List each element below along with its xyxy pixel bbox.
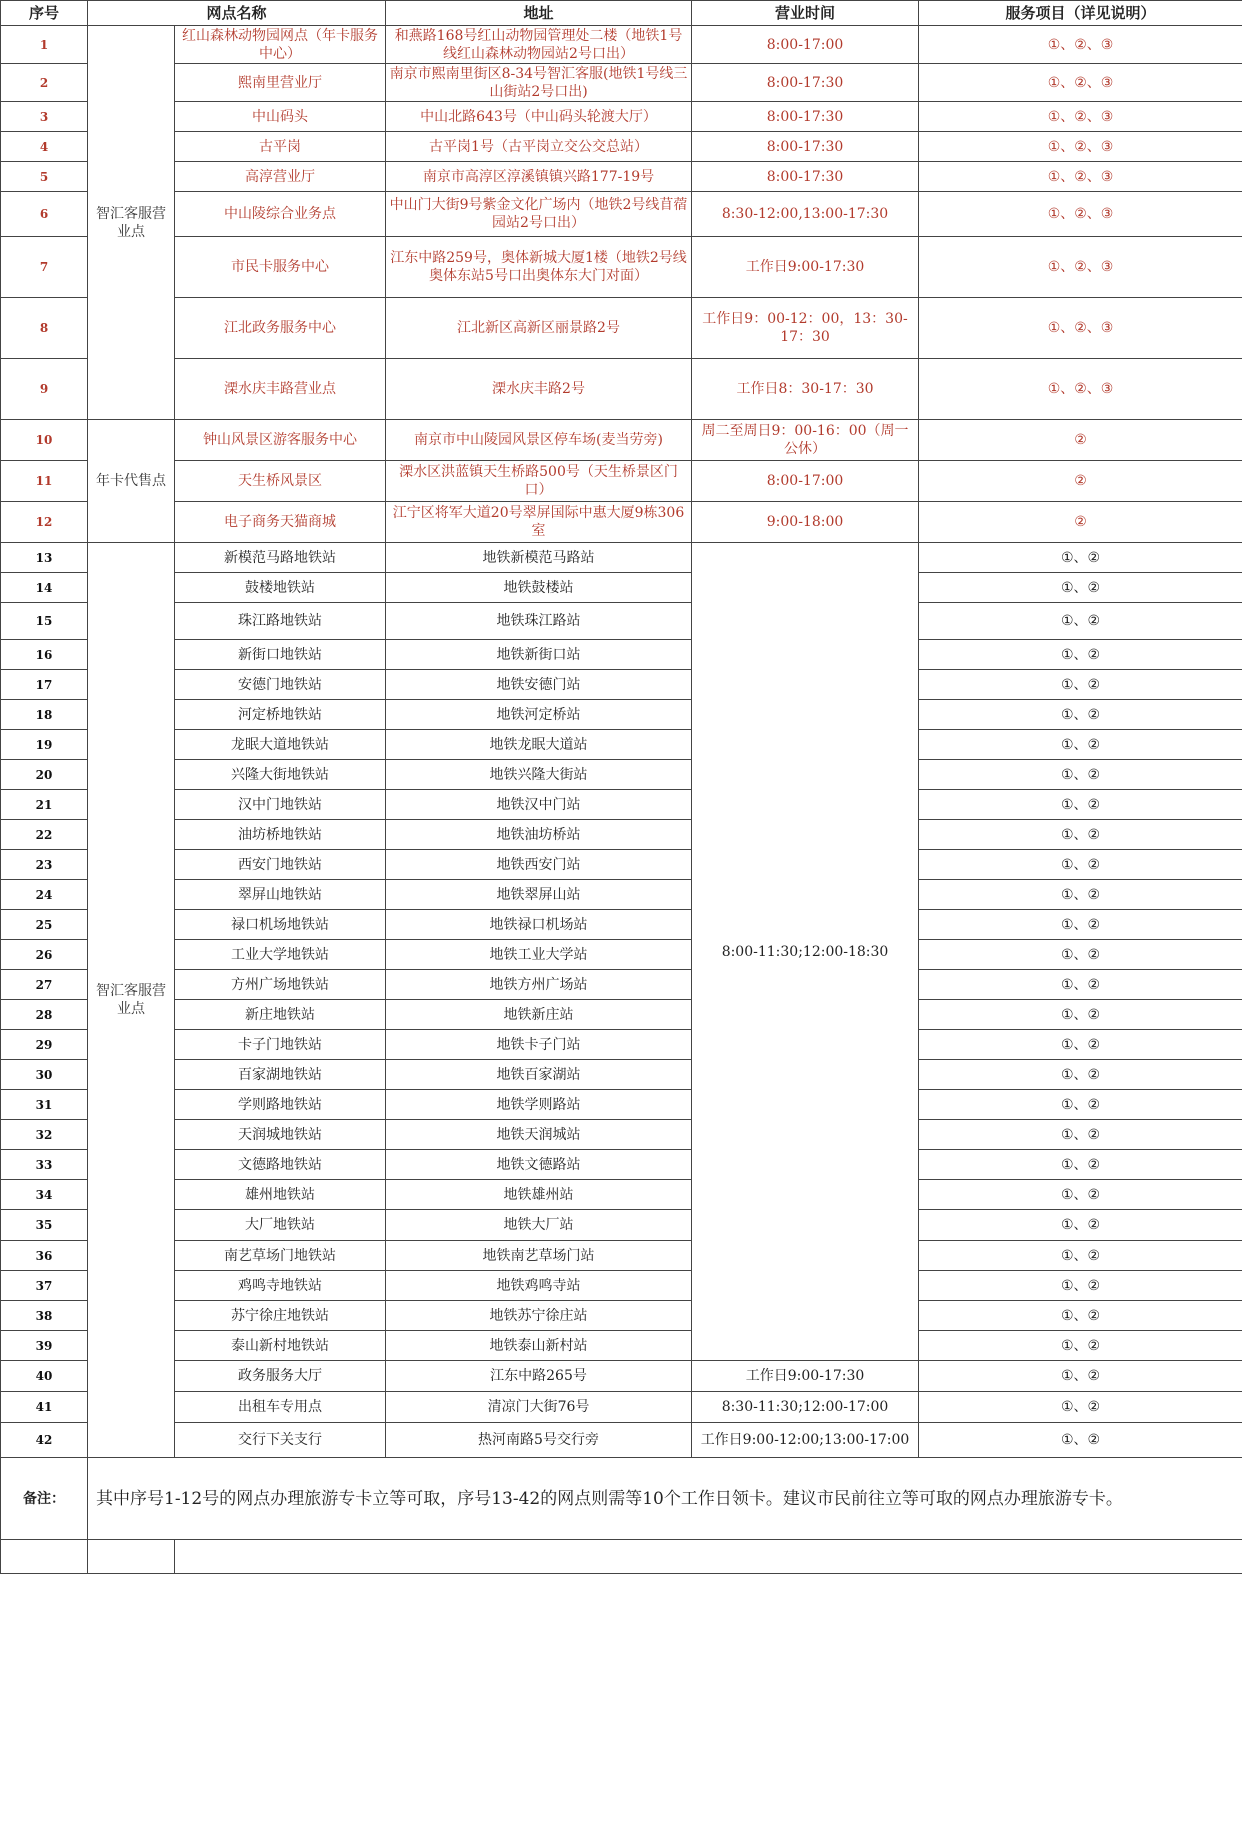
category-cell: 年卡代售点	[88, 420, 175, 543]
table-row	[1, 940, 1242, 970]
table-row	[1, 1331, 1242, 1361]
point-name: 政务服务大厅	[175, 1361, 386, 1392]
table-row	[1, 760, 1242, 790]
point-address: 地铁鸡鸣寺站	[386, 1271, 692, 1301]
point-name: 汉中门地铁站	[175, 790, 386, 820]
table-row	[1, 1392, 1242, 1423]
row-index: 12	[1, 502, 88, 543]
table-row	[1, 640, 1242, 670]
point-name: 翠屏山地铁站	[175, 880, 386, 910]
row-index: 14	[1, 573, 88, 603]
point-hours: 周二至周日9：00-16：00（周一公休）	[692, 420, 919, 461]
point-address: 地铁苏宁徐庄站	[386, 1301, 692, 1331]
point-address: 江北新区高新区丽景路2号	[386, 298, 692, 359]
point-address: 地铁雄州站	[386, 1180, 692, 1210]
empty-cell	[175, 1540, 1242, 1574]
table-row	[1, 880, 1242, 910]
row-index: 35	[1, 1210, 88, 1241]
row-index: 39	[1, 1331, 88, 1361]
point-hours: 8:00-17:30	[692, 132, 919, 162]
header-address: 地址	[386, 1, 692, 26]
row-index: 41	[1, 1392, 88, 1423]
point-address: 江宁区将军大道20号翠屏国际中惠大厦9栋306室	[386, 502, 692, 543]
table-row	[1, 910, 1242, 940]
point-services: ①、②	[919, 1090, 1242, 1120]
point-name: 泰山新村地铁站	[175, 1331, 386, 1361]
point-services: ①、②	[919, 970, 1242, 1000]
point-name: 出租车专用点	[175, 1392, 386, 1423]
row-index: 29	[1, 1030, 88, 1060]
point-name: 工业大学地铁站	[175, 940, 386, 970]
point-hours: 8:00-17:00	[692, 461, 919, 502]
row-index: 40	[1, 1361, 88, 1392]
table-row	[1, 1120, 1242, 1150]
point-name: 文德路地铁站	[175, 1150, 386, 1180]
point-name: 溧水庆丰路营业点	[175, 359, 386, 420]
point-name: 红山森林动物园网点（年卡服务中心）	[175, 26, 386, 64]
row-index: 17	[1, 670, 88, 700]
point-services: ①、②	[919, 940, 1242, 970]
point-address: 地铁方州广场站	[386, 970, 692, 1000]
point-services: ①、②、③	[919, 298, 1242, 359]
table-row	[1, 1271, 1242, 1301]
row-index: 31	[1, 1090, 88, 1120]
point-name: 兴隆大街地铁站	[175, 760, 386, 790]
table-row	[1, 132, 1242, 162]
point-address: 地铁鼓楼站	[386, 573, 692, 603]
point-hours: 9:00-18:00	[692, 502, 919, 543]
point-services: ①、②	[919, 880, 1242, 910]
empty-cell	[88, 1540, 175, 1574]
point-address: 和燕路168号红山动物园管理处二楼（地铁1号线红山森林动物园站2号口出）	[386, 26, 692, 64]
table-row	[1, 850, 1242, 880]
row-index: 5	[1, 162, 88, 192]
point-hours: 工作日9：00-12：00，13：30-17：30	[692, 298, 919, 359]
point-name: 电子商务天猫商城	[175, 502, 386, 543]
row-index: 26	[1, 940, 88, 970]
point-address: 地铁安德门站	[386, 670, 692, 700]
point-services: ①、②、③	[919, 192, 1242, 237]
table-row	[1, 1210, 1242, 1241]
table-row	[1, 102, 1242, 132]
table-row	[1, 1301, 1242, 1331]
point-name: 江北政务服务中心	[175, 298, 386, 359]
point-name: 河定桥地铁站	[175, 700, 386, 730]
point-hours: 8:30-12:00,13:00-17:30	[692, 192, 919, 237]
row-index: 6	[1, 192, 88, 237]
table-row	[1, 502, 1242, 543]
point-services: ②	[919, 461, 1242, 502]
point-name: 方州广场地铁站	[175, 970, 386, 1000]
row-index: 18	[1, 700, 88, 730]
empty-row	[1, 1540, 1242, 1574]
point-address: 热河南路5号交行旁	[386, 1423, 692, 1458]
table-row	[1, 820, 1242, 850]
point-address: 南京市中山陵园风景区停车场(麦当劳旁)	[386, 420, 692, 461]
point-address: 地铁河定桥站	[386, 700, 692, 730]
point-address: 地铁文德路站	[386, 1150, 692, 1180]
point-address: 地铁新庄站	[386, 1000, 692, 1030]
table-row	[1, 1150, 1242, 1180]
point-services: ②	[919, 502, 1242, 543]
point-services: ①、②、③	[919, 237, 1242, 298]
table-header-row	[1, 1, 1242, 26]
table-row	[1, 26, 1242, 64]
point-name: 大厂地铁站	[175, 1210, 386, 1241]
point-address: 地铁泰山新村站	[386, 1331, 692, 1361]
row-index: 25	[1, 910, 88, 940]
row-index: 32	[1, 1120, 88, 1150]
point-services: ①、②	[919, 910, 1242, 940]
point-services: ①、②	[919, 760, 1242, 790]
point-address: 地铁工业大学站	[386, 940, 692, 970]
table-row	[1, 1030, 1242, 1060]
row-index: 20	[1, 760, 88, 790]
table-row	[1, 1180, 1242, 1210]
point-address: 南京市高淳区淳溪镇镇兴路177-19号	[386, 162, 692, 192]
point-services: ①、②、③	[919, 359, 1242, 420]
point-hours: 8:30-11:30;12:00-17:00	[692, 1392, 919, 1423]
point-address: 地铁百家湖站	[386, 1060, 692, 1090]
table-row	[1, 298, 1242, 359]
point-services: ①、②	[919, 1271, 1242, 1301]
table-row	[1, 730, 1242, 760]
point-hours: 8:00-17:30	[692, 64, 919, 102]
row-index: 16	[1, 640, 88, 670]
row-index: 34	[1, 1180, 88, 1210]
point-address: 溧水庆丰路2号	[386, 359, 692, 420]
point-address: 地铁龙眠大道站	[386, 730, 692, 760]
point-address: 中山北路643号（中山码头轮渡大厅）	[386, 102, 692, 132]
point-name: 南艺草场门地铁站	[175, 1241, 386, 1271]
table-row	[1, 970, 1242, 1000]
point-name: 雄州地铁站	[175, 1180, 386, 1210]
point-services: ②	[919, 420, 1242, 461]
row-index: 8	[1, 298, 88, 359]
point-services: ①、②、③	[919, 162, 1242, 192]
point-address: 江东中路259号，奥体新城大厦1楼（地铁2号线奥体东站5号口出奥体东大门对面）	[386, 237, 692, 298]
point-address: 地铁大厂站	[386, 1210, 692, 1241]
table-row	[1, 1090, 1242, 1120]
row-index: 4	[1, 132, 88, 162]
row-index: 22	[1, 820, 88, 850]
point-name: 龙眠大道地铁站	[175, 730, 386, 760]
point-address: 地铁翠屏山站	[386, 880, 692, 910]
table-row	[1, 420, 1242, 461]
point-services: ①、②	[919, 1060, 1242, 1090]
table-row	[1, 790, 1242, 820]
point-services: ①、②	[919, 820, 1242, 850]
point-address: 地铁兴隆大街站	[386, 760, 692, 790]
point-address: 地铁新街口站	[386, 640, 692, 670]
point-address: 江东中路265号	[386, 1361, 692, 1392]
table-row	[1, 1423, 1242, 1458]
note-row	[1, 1458, 1242, 1540]
point-name: 市民卡服务中心	[175, 237, 386, 298]
point-address: 中山门大街9号紫金文化广场内（地铁2号线苜蓿园站2号口出）	[386, 192, 692, 237]
note-text: 其中序号1-12号的网点办理旅游专卡立等可取，序号13-42的网点则需等10个工作日领卡。建议市民前往立等可取的网点办理旅游专卡。	[88, 1458, 1242, 1540]
row-index: 28	[1, 1000, 88, 1030]
header-services: 服务项目（详见说明）	[919, 1, 1242, 26]
point-services: ①、②	[919, 1120, 1242, 1150]
point-name: 高淳营业厅	[175, 162, 386, 192]
point-name: 熙南里营业厅	[175, 64, 386, 102]
point-services: ①、②	[919, 543, 1242, 573]
row-index: 23	[1, 850, 88, 880]
row-index: 2	[1, 64, 88, 102]
row-index: 19	[1, 730, 88, 760]
table-row	[1, 1000, 1242, 1030]
row-index: 24	[1, 880, 88, 910]
row-index: 42	[1, 1423, 88, 1458]
table-row	[1, 603, 1242, 640]
point-name: 天润城地铁站	[175, 1120, 386, 1150]
table-row	[1, 1241, 1242, 1271]
point-services: ①、②	[919, 1331, 1242, 1361]
point-services: ①、②	[919, 640, 1242, 670]
shared-hours: 8:00-11:30;12:00-18:30	[692, 543, 919, 1361]
row-index: 11	[1, 461, 88, 502]
point-address: 地铁南艺草场门站	[386, 1241, 692, 1271]
row-index: 37	[1, 1271, 88, 1301]
point-address: 地铁珠江路站	[386, 603, 692, 640]
header-hours: 营业时间	[692, 1, 919, 26]
point-services: ①、②、③	[919, 102, 1242, 132]
point-name: 鼓楼地铁站	[175, 573, 386, 603]
point-services: ①、②	[919, 850, 1242, 880]
point-hours: 8:00-17:30	[692, 102, 919, 132]
table-row	[1, 64, 1242, 102]
table-row	[1, 461, 1242, 502]
point-name: 学则路地铁站	[175, 1090, 386, 1120]
point-services: ①、②、③	[919, 64, 1242, 102]
point-services: ①、②	[919, 1241, 1242, 1271]
note-label: 备注：	[1, 1458, 88, 1540]
table-row	[1, 162, 1242, 192]
table-row	[1, 237, 1242, 298]
row-index: 1	[1, 26, 88, 64]
point-name: 新庄地铁站	[175, 1000, 386, 1030]
point-name: 卡子门地铁站	[175, 1030, 386, 1060]
point-services: ①、②	[919, 1150, 1242, 1180]
point-services: ①、②	[919, 1030, 1242, 1060]
point-name: 禄口机场地铁站	[175, 910, 386, 940]
point-services: ①、②	[919, 1423, 1242, 1458]
point-hours: 8:00-17:00	[692, 26, 919, 64]
point-address: 地铁新模范马路站	[386, 543, 692, 573]
table-row	[1, 1361, 1242, 1392]
point-address: 地铁汉中门站	[386, 790, 692, 820]
point-services: ①、②	[919, 1361, 1242, 1392]
point-address: 地铁天润城站	[386, 1120, 692, 1150]
point-services: ①、②	[919, 573, 1242, 603]
point-services: ①、②	[919, 730, 1242, 760]
point-name: 中山码头	[175, 102, 386, 132]
point-services: ①、②	[919, 1210, 1242, 1241]
point-services: ①、②、③	[919, 132, 1242, 162]
point-hours: 工作日8：30-17：30	[692, 359, 919, 420]
category-cell: 智汇客服营业点	[88, 543, 175, 1458]
table-row	[1, 700, 1242, 730]
row-index: 15	[1, 603, 88, 640]
point-services: ①、②	[919, 1392, 1242, 1423]
table-row	[1, 192, 1242, 237]
table-row	[1, 670, 1242, 700]
point-services: ①、②	[919, 790, 1242, 820]
point-name: 油坊桥地铁站	[175, 820, 386, 850]
point-address: 地铁卡子门站	[386, 1030, 692, 1060]
point-name: 百家湖地铁站	[175, 1060, 386, 1090]
point-name: 天生桥风景区	[175, 461, 386, 502]
point-services: ①、②	[919, 1301, 1242, 1331]
point-services: ①、②	[919, 1000, 1242, 1030]
point-services: ①、②	[919, 1180, 1242, 1210]
table-row	[1, 573, 1242, 603]
row-index: 3	[1, 102, 88, 132]
point-hours: 8:00-17:30	[692, 162, 919, 192]
row-index: 33	[1, 1150, 88, 1180]
category-cell: 智汇客服营业点	[88, 26, 175, 420]
point-hours: 工作日9:00-17:30	[692, 237, 919, 298]
row-index: 36	[1, 1241, 88, 1271]
table-row	[1, 1060, 1242, 1090]
point-name: 古平岗	[175, 132, 386, 162]
point-services: ①、②	[919, 603, 1242, 640]
row-index: 10	[1, 420, 88, 461]
row-index: 27	[1, 970, 88, 1000]
point-name: 新模范马路地铁站	[175, 543, 386, 573]
point-address: 古平岗1号（古平岗立交公交总站）	[386, 132, 692, 162]
row-index: 30	[1, 1060, 88, 1090]
header-index: 序号	[1, 1, 88, 26]
point-address: 地铁学则路站	[386, 1090, 692, 1120]
point-address: 清凉门大街76号	[386, 1392, 692, 1423]
point-name: 西安门地铁站	[175, 850, 386, 880]
point-address: 地铁油坊桥站	[386, 820, 692, 850]
point-services: ①、②	[919, 670, 1242, 700]
row-index: 38	[1, 1301, 88, 1331]
row-index: 21	[1, 790, 88, 820]
point-name: 交行下关支行	[175, 1423, 386, 1458]
point-services: ①、②、③	[919, 26, 1242, 64]
row-index: 9	[1, 359, 88, 420]
point-address: 溧水区洪蓝镇天生桥路500号（天生桥景区门口）	[386, 461, 692, 502]
row-index: 13	[1, 543, 88, 573]
point-address: 南京市熙南里街区8-34号智汇客服(地铁1号线三山街站2号口出)	[386, 64, 692, 102]
table-body	[1, 26, 1242, 1574]
table-row	[1, 359, 1242, 420]
point-name: 中山陵综合业务点	[175, 192, 386, 237]
row-index: 7	[1, 237, 88, 298]
table-row	[1, 543, 1242, 573]
point-name: 新街口地铁站	[175, 640, 386, 670]
point-address: 地铁禄口机场站	[386, 910, 692, 940]
point-name: 苏宁徐庄地铁站	[175, 1301, 386, 1331]
point-name: 鸡鸣寺地铁站	[175, 1271, 386, 1301]
point-services: ①、②	[919, 700, 1242, 730]
point-name: 钟山风景区游客服务中心	[175, 420, 386, 461]
header-name: 网点名称	[88, 1, 386, 26]
empty-cell	[1, 1540, 88, 1574]
point-hours: 工作日9:00-12:00;13:00-17:00	[692, 1423, 919, 1458]
point-name: 珠江路地铁站	[175, 603, 386, 640]
point-address: 地铁西安门站	[386, 850, 692, 880]
point-name: 安德门地铁站	[175, 670, 386, 700]
point-hours: 工作日9:00-17:30	[692, 1361, 919, 1392]
